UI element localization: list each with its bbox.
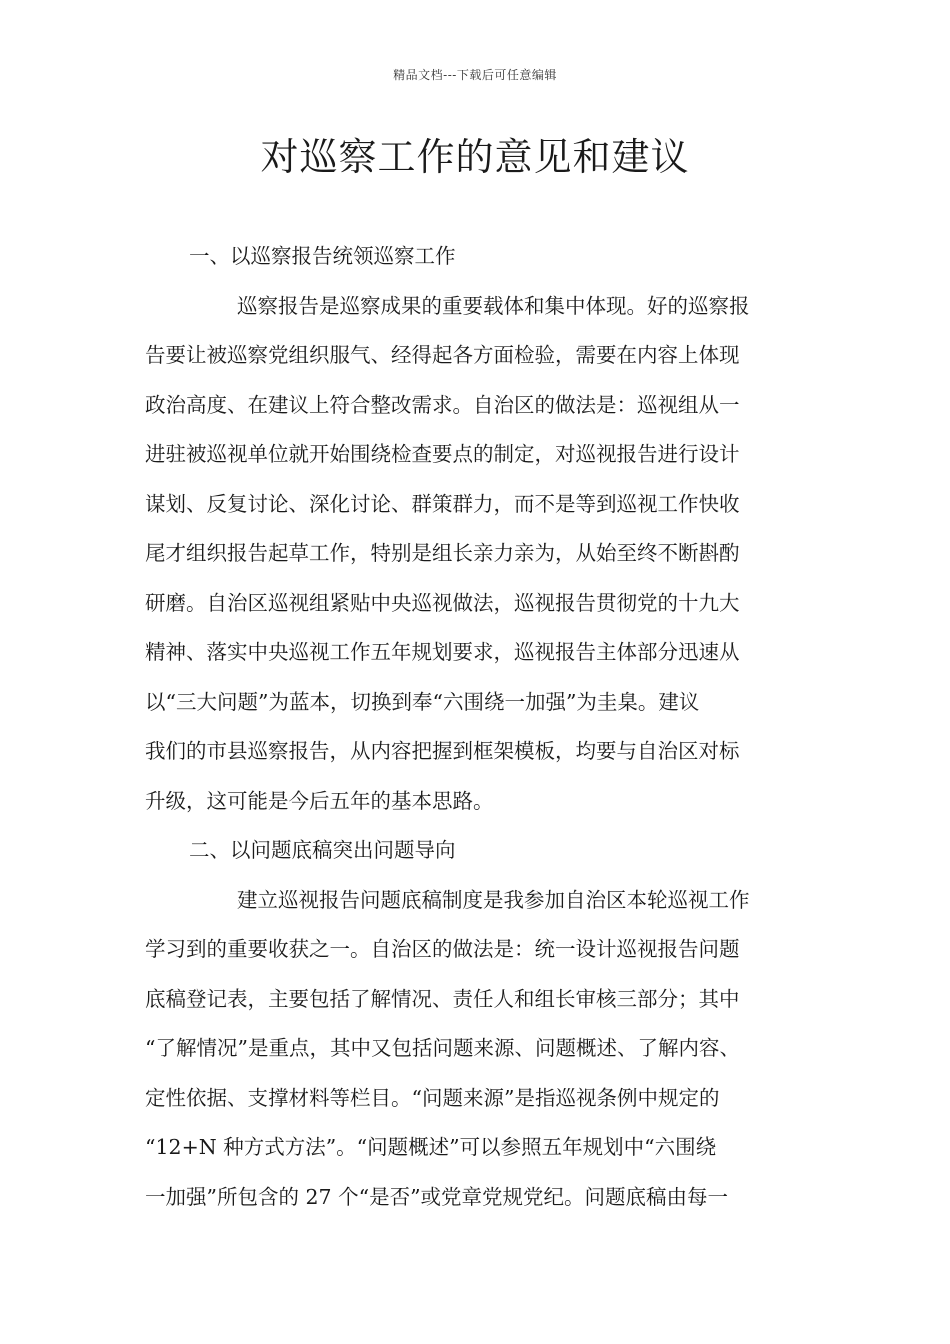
paragraph-line: 定性依据、支撑材料等栏目。“问题来源”是指巡视条例中规定的 <box>145 1085 720 1110</box>
paragraph-line: 我们的市县巡察报告，从内容把握到框架模板，均要与自治区对标 <box>145 739 740 763</box>
paragraph-line: 进驻被巡视单位就开始围绕检查要点的制定，对巡视报告进行设计 <box>145 442 740 466</box>
paragraph-line: 建立巡视报告问题底稿制度是我参加自治区本轮巡视工作 <box>237 887 750 912</box>
paragraph-line: 学习到的重要收获之一。自治区的做法是：统一设计巡视报告问题 <box>145 937 740 961</box>
document-title: 对巡察工作的意见和建议 <box>260 135 690 179</box>
document-body <box>145 232 808 1222</box>
paragraph-line: “12+N 种方式方法”。“问题概述”可以参照五年规划中“六围绕 <box>145 1135 717 1159</box>
paragraph-line: 一加强”所包含的 27 个“是否”或党章党规党纪。问题底稿由每一 <box>145 1184 729 1209</box>
section-heading-2: 二、以问题底稿突出问题导向 <box>189 838 456 862</box>
paragraph-line: 政治高度、在建议上符合整改需求。自治区的做法是：巡视组从一 <box>145 392 740 417</box>
paragraph-line: 谋划、反复讨论、深化讨论、群策群力，而不是等到巡视工作快收 <box>145 491 740 516</box>
section-2-paragraph <box>145 876 808 1223</box>
paragraph-line: 告要让被巡察党组织服气、经得起各方面检验，需要在内容上体现 <box>145 343 740 367</box>
paragraph-line: “了解情况”是重点，其中又包括问题来源、问题概述、了解内容、 <box>145 1036 740 1060</box>
header-note: 精品文档---下载后可任意编辑 <box>393 68 557 82</box>
section-heading-1: 一、以巡察报告统领巡察工作 <box>189 244 456 268</box>
paragraph-line: 以“三大问题”为蓝本，切换到奉“六围绕一加强”为圭臬。建议 <box>145 689 700 714</box>
paragraph-line: 巡察报告是巡察成果的重要载体和集中体现。好的巡察报 <box>237 293 750 318</box>
paragraph-line: 底稿登记表，主要包括了解情况、责任人和组长审核三部分；其中 <box>145 986 740 1011</box>
paragraph-line: 精神、落实中央巡视工作五年规划要求，巡视报告主体部分迅速从 <box>145 640 740 664</box>
section-1-paragraph <box>145 282 808 827</box>
paragraph-line: 尾才组织报告起草工作，特别是组长亲力亲为，从始至终不断斟酌 <box>145 541 740 565</box>
paragraph-line: 研磨。自治区巡视组紧贴中央巡视做法，巡视报告贯彻党的十九大 <box>145 590 740 615</box>
paragraph-line: 升级，这可能是今后五年的基本思路。 <box>145 788 494 813</box>
